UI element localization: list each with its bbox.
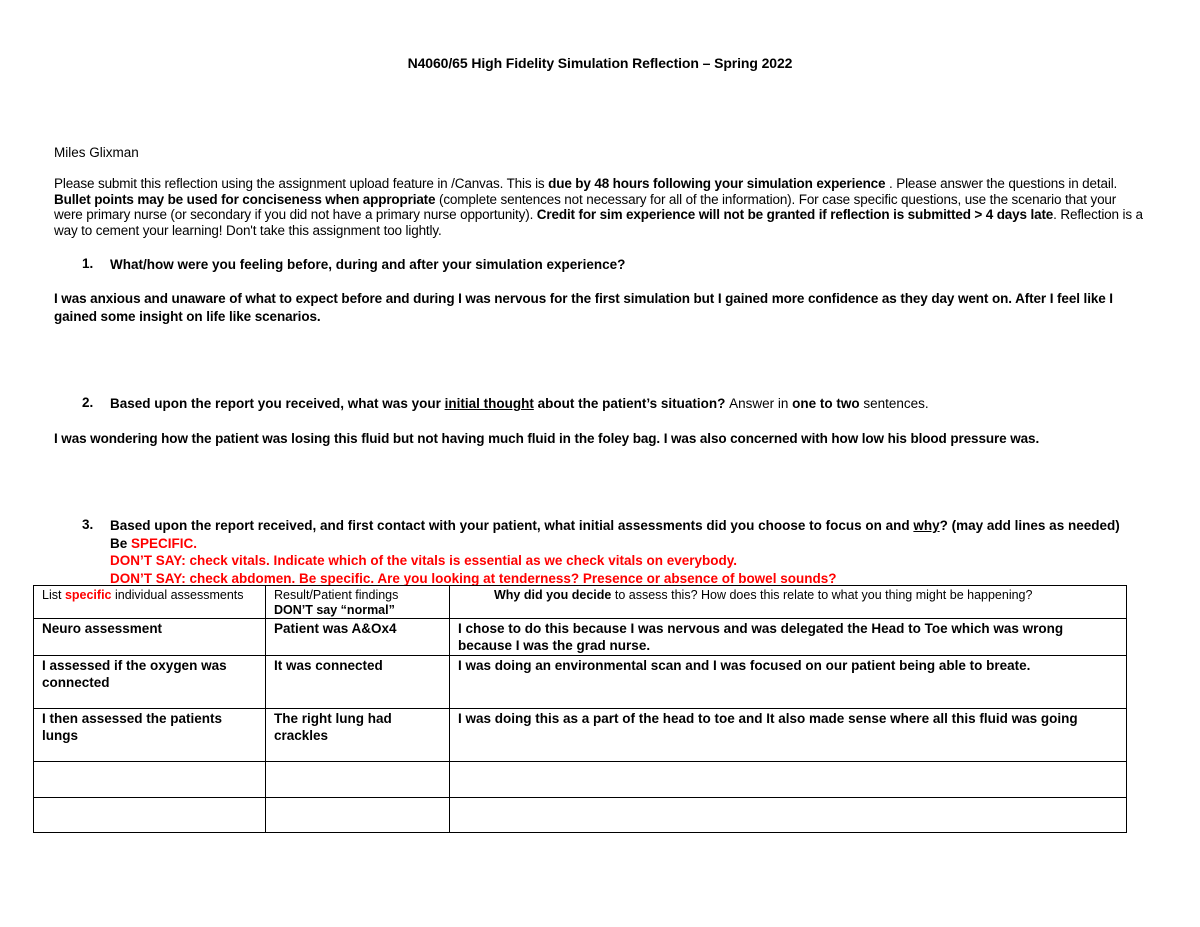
question-number: 3. — [82, 517, 94, 532]
table-row — [34, 656, 1127, 709]
question-text-part: about the patient’s situation? — [533, 396, 730, 411]
finding-cell — [266, 762, 450, 798]
answer-2: I was wondering how the patient was losing this fluid but not having much fluid in the foley bag. I was also concerned with how low his blood pressure was. — [54, 431, 1040, 446]
question-text-part: ? (may add lines as needed) Be — [110, 518, 1120, 551]
table-row — [34, 709, 1127, 762]
finding-cell: It was connected — [266, 656, 450, 709]
question-text-part: sentences. — [859, 396, 929, 411]
document-title: N4060/65 High Fidelity Simulation Reflection – Spring 2022 — [407, 55, 793, 71]
header-emphasis: Why did you decide — [494, 588, 612, 602]
warning-vitals: DON’T SAY: check vitals. Indicate which of the vitals is essential as we check vitals on everybody. — [110, 553, 737, 568]
question-text — [110, 395, 929, 413]
question-emphasis: initial thought — [444, 396, 534, 411]
assessment-cell — [34, 762, 266, 798]
question-text-part: Based upon the report received, and first contact with your patient, what initial assessments did you choose to focus on and — [110, 518, 914, 533]
instructions-text: . Please answer the questions in detail. — [885, 176, 1118, 191]
question-number: 1. — [82, 256, 94, 271]
instructions-paragraph — [54, 176, 1144, 238]
assessment-cell — [34, 798, 266, 833]
question-emphasis: why — [913, 518, 940, 533]
header-emphasis: DON’T say “normal” — [274, 602, 395, 617]
instructions-late-policy: Credit for sim experience will not be granted if reflection is submitted > 4 days late — [536, 207, 1054, 223]
assessment-cell: I then assessed the patients lungs — [34, 709, 266, 762]
header-text: individual assessments — [111, 588, 244, 602]
question-text-part: Answer in — [729, 396, 793, 411]
question-emphasis: SPECIFIC. — [131, 535, 198, 551]
answer-1: I was anxious and unaware of what to expect before and during I was nervous for the first simulation but I gained more confidence as they day went on. After I feel like I gained some insight on life like scenarios. — [54, 291, 1113, 324]
rationale-cell — [450, 762, 1127, 798]
header-text: Result/Patient findings — [274, 588, 399, 602]
header-text: List — [42, 588, 65, 602]
table-header-row — [34, 586, 1127, 619]
question-text-part: Based upon the report you received, what was your — [110, 396, 445, 411]
table-row — [34, 762, 1127, 798]
header-emphasis: specific — [64, 588, 112, 602]
assessment-table — [33, 585, 1127, 833]
instructions-text: . Reflection is a way to cement your learning! Don't take this assignment too lightly. — [54, 207, 1143, 238]
question-number: 2. — [82, 395, 94, 410]
instructions-text: Please submit this reflection using the assignment upload feature in /Canvas. This is — [54, 176, 549, 191]
rationale-cell: I was doing this as a part of the head to toe and It also made sense where all this fluid was going — [450, 709, 1127, 762]
warning-abdomen: DON’T SAY: check abdomen. Be specific. Are you looking at tenderness? Presence or absence of bowel sounds? — [110, 570, 837, 586]
table-row — [34, 619, 1127, 656]
header-findings — [266, 586, 450, 619]
assessment-cell: Neuro assessment — [34, 619, 266, 656]
table-row — [34, 798, 1127, 833]
student-name: Miles Glixman — [54, 145, 139, 160]
header-text: to assess this? How does this relate to what you thing might be happening? — [611, 588, 1033, 602]
finding-cell: Patient was A&Ox4 — [266, 619, 450, 656]
rationale-cell — [450, 798, 1127, 833]
question-text: What/how were you feeling before, during and after your simulation experience? — [110, 257, 626, 272]
rationale-cell: I chose to do this because I was nervous and was delegated the Head to Toe which was wrong because I was the grad nurse. — [450, 619, 1127, 656]
header-rationale — [450, 586, 1127, 619]
assessment-cell: I assessed if the oxygen was connected — [34, 656, 266, 709]
header-assessments — [34, 586, 266, 619]
rationale-cell: I was doing an environmental scan and I was focused on our patient being able to breate. — [450, 656, 1127, 709]
finding-cell: The right lung had crackles — [266, 709, 450, 762]
question-text — [110, 517, 1140, 587]
instructions-text: (complete sentences not necessary for all of the information). For case specific questions, use the scenario that your were primary nurse (or secondary if you did not have a primary nurse opportunity). — [54, 191, 1117, 223]
question-emphasis: one to two — [792, 396, 860, 411]
finding-cell — [266, 798, 450, 833]
instructions-deadline: due by 48 hours following your simulation experience — [548, 176, 886, 191]
instructions-bullets-note: Bullet points may be used for conciseness when appropriate — [54, 191, 436, 207]
